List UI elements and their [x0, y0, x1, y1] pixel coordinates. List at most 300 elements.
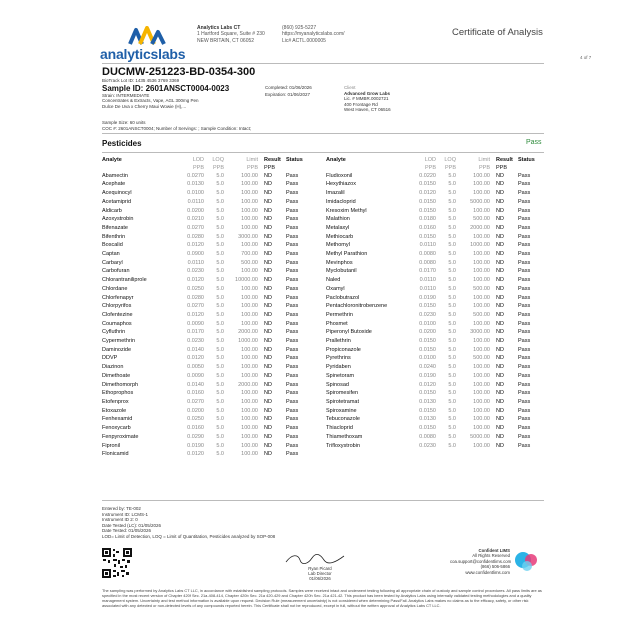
analyte-cell: Dimethomorph — [102, 381, 139, 388]
analyte-cell: Fenoxycarb — [102, 425, 131, 432]
table-row — [102, 389, 316, 398]
table-row — [102, 259, 316, 268]
result-cell: ND — [496, 198, 504, 205]
limit-cell: 100.00 — [473, 381, 490, 388]
client-address-1: 400 Frontage Rd — [344, 101, 378, 107]
analyte-cell: Chlorpyrifos — [102, 303, 132, 310]
col-lod: LOD — [424, 157, 436, 163]
status-cell: Pass — [286, 224, 299, 231]
col-result: Result — [264, 157, 281, 163]
status-cell: Pass — [286, 364, 299, 371]
lab-address-1: 1 Hartford Square, Suite # 230 — [197, 31, 265, 38]
status-cell: Pass — [518, 381, 531, 388]
limit-cell: 500.00 — [241, 259, 258, 266]
table-row — [102, 302, 316, 311]
qr-code-icon[interactable] — [102, 548, 132, 578]
table-row — [326, 250, 544, 259]
loq-cell: 5.0 — [448, 233, 456, 240]
loq-cell: 5.0 — [216, 311, 224, 318]
analyte-cell: Naled — [326, 277, 341, 284]
loq-cell: 5.0 — [216, 320, 224, 327]
loq-cell: 5.0 — [216, 372, 224, 379]
loq-cell: 5.0 — [448, 224, 456, 231]
lod-cell: 0.0050 — [187, 364, 204, 371]
analyte-cell: Fludioxonil — [326, 172, 353, 179]
result-cell: ND — [496, 381, 504, 388]
result-cell: ND — [264, 268, 272, 275]
table-row — [326, 372, 544, 381]
status-cell: Pass — [286, 216, 299, 223]
result-cell: ND — [496, 433, 504, 440]
lod-cell: 0.0200 — [419, 329, 436, 336]
result-cell: ND — [264, 398, 272, 405]
client-block — [344, 85, 391, 113]
loq-cell: 5.0 — [448, 338, 456, 345]
analyte-cell: Phosmet — [326, 320, 348, 327]
analyte-cell: Abamectin — [102, 172, 128, 179]
status-cell: Pass — [518, 251, 531, 258]
table-row — [326, 346, 544, 355]
unit-lod: PPB — [192, 164, 204, 171]
result-cell: ND — [496, 190, 504, 197]
result-cell: ND — [496, 294, 504, 301]
result-cell: ND — [496, 338, 504, 345]
lod-cell: 0.0130 — [419, 398, 436, 405]
analyte-cell: Fenhexamid — [102, 416, 133, 423]
date-tested: Date Tested: 01/05/2026 — [102, 528, 151, 534]
loq-cell: 5.0 — [216, 181, 224, 188]
loq-cell: 5.0 — [448, 320, 456, 327]
lod-cell: 0.0110 — [419, 285, 436, 292]
analyte-cell: Tebuconazole — [326, 416, 360, 423]
status-cell: Pass — [518, 372, 531, 379]
table-row — [326, 337, 544, 346]
status-cell: Pass — [286, 268, 299, 275]
status-cell: Pass — [518, 346, 531, 353]
loq-cell: 5.0 — [448, 242, 456, 249]
result-cell: ND — [496, 442, 504, 449]
lod-cell: 0.0270 — [187, 398, 204, 405]
pesticides-table-right — [326, 156, 544, 450]
confident-lims-email[interactable]: coa.support@confidentlims.com — [450, 558, 512, 564]
status-cell: Pass — [518, 285, 531, 292]
lod-cell: 0.0080 — [419, 259, 436, 266]
pesticides-table-left — [102, 156, 316, 459]
table-row — [326, 224, 544, 233]
result-cell: ND — [496, 303, 504, 310]
limit-cell: 100.00 — [241, 198, 258, 205]
lab-info — [197, 25, 265, 44]
status-cell: Pass — [518, 320, 531, 327]
result-cell: ND — [496, 329, 504, 336]
result-cell: ND — [264, 338, 272, 345]
lod-cell: 0.0150 — [419, 407, 436, 414]
table-row — [326, 233, 544, 242]
table-row — [326, 381, 544, 390]
limit-cell: 100.00 — [241, 442, 258, 449]
lod-note: LOD= Limit of Detection, LOQ = Limit of Quantitation, Pesticides analyzed by SOP-008 — [102, 533, 276, 539]
status-cell: Pass — [286, 338, 299, 345]
table-row — [326, 267, 544, 276]
loq-cell: 5.0 — [448, 207, 456, 214]
lod-cell: 0.0230 — [187, 338, 204, 345]
status-cell: Pass — [518, 425, 531, 432]
status-cell: Pass — [518, 311, 531, 318]
loq-cell: 5.0 — [216, 451, 224, 458]
analyte-cell: Spiromesifen — [326, 390, 359, 397]
unit-result: PPB — [264, 164, 276, 171]
table-row — [326, 294, 544, 303]
analyte-cell: Etoxazole — [102, 407, 127, 414]
limit-cell: 100.00 — [241, 216, 258, 223]
loq-cell: 5.0 — [448, 172, 456, 179]
limit-cell: 100.00 — [241, 398, 258, 405]
table-row — [326, 180, 544, 189]
status-cell: Pass — [518, 259, 531, 266]
sample-dates — [265, 85, 312, 98]
lod-cell: 0.0120 — [187, 451, 204, 458]
lod-cell: 0.0140 — [187, 381, 204, 388]
loq-cell: 5.0 — [448, 442, 456, 449]
loq-cell: 5.0 — [448, 216, 456, 223]
disclaimer: The sampling was performed by Analytics Labs CT LLC, in accordance with established sampling protocols. Samples were received intact and underwent testing following all appropriate chain of custody and sample control procedures. All pass limits are as specified in the most recent version of Chapter 420f Sec. 21a-408-414, Chapter 420b Sec. 21a 420-429 and Chapter 420h Sec. 21a 421-42. This product has been tested by Analytics Labs using internally validated testing methodologies and a quality management system. Uncertainty and test method information is available upon request. Decision Rule (measurement uncertainty) is not considered when determining Pass/Fail. Analytics Labs makes no claims as to the efficacy, safety, or other risk associated with any detected or non-detected levels of any compounds reported herein. This Certificate shall not be reproduced, except in full, without the written approval of Analytics Labs CT LLC. — [102, 588, 542, 608]
status-cell: Pass — [518, 216, 531, 223]
table-row — [102, 311, 316, 320]
result-cell: ND — [264, 251, 272, 258]
loq-cell: 5.0 — [216, 207, 224, 214]
limit-cell: 100.00 — [473, 442, 490, 449]
loq-cell: 5.0 — [216, 277, 224, 284]
limit-cell: 100.00 — [473, 172, 490, 179]
result-cell: ND — [264, 416, 272, 423]
table-row — [102, 233, 316, 242]
header-divider — [102, 63, 544, 64]
loq-cell: 5.0 — [216, 294, 224, 301]
limit-cell: 500.00 — [473, 216, 490, 223]
lod-cell: 0.0120 — [419, 381, 436, 388]
limit-cell: 100.00 — [241, 224, 258, 231]
strain: Strain: INTERMEDIATE — [102, 92, 150, 98]
lab-website[interactable]: https://myanalyticslabs.com/ — [282, 31, 345, 38]
table-row — [102, 224, 316, 233]
result-cell: ND — [264, 294, 272, 301]
status-cell: Pass — [286, 181, 299, 188]
loq-cell: 5.0 — [448, 407, 456, 414]
loq-cell: 5.0 — [216, 198, 224, 205]
lod-cell: 0.0190 — [419, 294, 436, 301]
lod-cell: 0.0270 — [187, 224, 204, 231]
table-row — [102, 189, 316, 198]
limit-cell: 100.00 — [241, 416, 258, 423]
signer-name: Ryan Picard — [308, 566, 332, 571]
result-cell: ND — [264, 329, 272, 336]
loq-cell: 5.0 — [448, 364, 456, 371]
limit-cell: 100.00 — [473, 277, 490, 284]
status-cell: Pass — [518, 294, 531, 301]
result-cell: ND — [264, 277, 272, 284]
signer-title: Lab Director — [308, 571, 332, 577]
analyte-cell: Diazinon — [102, 364, 124, 371]
limit-cell: 100.00 — [241, 320, 258, 327]
lod-cell: 0.0100 — [419, 320, 436, 327]
table-row — [102, 215, 316, 224]
result-cell: ND — [264, 198, 272, 205]
sample-size: Sample Size: 60 units — [102, 120, 146, 125]
analyte-cell: Daminozide — [102, 346, 132, 353]
result-cell: ND — [264, 207, 272, 214]
loq-cell: 5.0 — [216, 303, 224, 310]
limit-cell: 100.00 — [241, 364, 258, 371]
limit-cell: 100.00 — [241, 433, 258, 440]
analyte-cell: Malathion — [326, 216, 350, 223]
lod-cell: 0.0170 — [419, 268, 436, 275]
status-cell: Pass — [286, 207, 299, 214]
loq-cell: 5.0 — [448, 285, 456, 292]
status-cell: Pass — [518, 207, 531, 214]
table-row — [326, 302, 544, 311]
col-status: Status — [286, 157, 303, 163]
loq-cell: 5.0 — [448, 303, 456, 310]
analyte-cell: Spiroxamine — [326, 407, 357, 414]
table-row — [326, 398, 544, 407]
result-cell: ND — [264, 425, 272, 432]
result-cell: ND — [264, 433, 272, 440]
analyte-cell: Chlorfenapyr — [102, 294, 134, 301]
table-units-row — [102, 165, 316, 172]
status-cell: Pass — [286, 355, 299, 362]
status-cell: Pass — [518, 172, 531, 179]
result-cell: ND — [496, 216, 504, 223]
lab-name: Analytics Labs CT — [197, 25, 241, 31]
lod-cell: 0.0150 — [419, 233, 436, 240]
col-limit: Limit — [478, 157, 490, 163]
section-title: Pesticides — [102, 139, 142, 148]
table-row — [102, 398, 316, 407]
result-cell: ND — [496, 207, 504, 214]
analyte-cell: Propiconazole — [326, 346, 361, 353]
table-row — [102, 450, 316, 459]
status-cell: Pass — [286, 407, 299, 414]
lod-cell: 0.0190 — [419, 372, 436, 379]
limit-cell: 2000.00 — [470, 224, 490, 231]
lod-cell: 0.0150 — [419, 346, 436, 353]
limit-cell: 100.00 — [473, 320, 490, 327]
analyte-cell: Permethrin — [326, 311, 353, 318]
status-cell: Pass — [286, 303, 299, 310]
status-cell: Pass — [518, 398, 531, 405]
limit-cell: 3000.00 — [238, 233, 258, 240]
limit-cell: 3000.00 — [470, 329, 490, 336]
table-row — [102, 241, 316, 250]
table-row — [326, 328, 544, 337]
result-cell: ND — [264, 216, 272, 223]
lod-cell: 0.0160 — [187, 390, 204, 397]
analyte-cell: Acephate — [102, 181, 126, 188]
loq-cell: 5.0 — [216, 329, 224, 336]
limit-cell: 100.00 — [241, 285, 258, 292]
analyte-cell: Cyfluthrin — [102, 329, 126, 336]
status-cell: Pass — [518, 181, 531, 188]
analyte-cell: Methiocarb — [326, 233, 354, 240]
unit-limit: PPB — [246, 164, 258, 171]
limit-cell: 100.00 — [473, 425, 490, 432]
loq-cell: 5.0 — [448, 259, 456, 266]
loq-cell: 5.0 — [216, 251, 224, 258]
loq-cell: 5.0 — [448, 190, 456, 197]
analyte-cell: Spinosad — [326, 381, 349, 388]
col-loq: LOQ — [444, 157, 456, 163]
lod-cell: 0.0160 — [187, 425, 204, 432]
result-cell: ND — [264, 190, 272, 197]
table-row — [102, 328, 316, 337]
limit-cell: 100.00 — [241, 390, 258, 397]
limit-cell: 500.00 — [473, 285, 490, 292]
analyte-cell: Etofenprox — [102, 398, 129, 405]
loq-cell: 5.0 — [448, 390, 456, 397]
status-cell: Pass — [518, 233, 531, 240]
lod-cell: 0.0150 — [419, 181, 436, 188]
result-cell: ND — [496, 407, 504, 414]
table-row — [102, 354, 316, 363]
client-address-2: West Haven, CT 06516 — [344, 107, 391, 113]
analyte-cell: Kresoxim Methyl — [326, 207, 367, 214]
unit-limit: PPB — [478, 164, 490, 171]
signer-date: 01/06/2026 — [309, 576, 331, 582]
result-cell: ND — [496, 416, 504, 423]
lod-cell: 0.0170 — [187, 329, 204, 336]
col-loq: LOQ — [212, 157, 224, 163]
analyte-cell: Bifenthrin — [102, 233, 126, 240]
loq-cell: 5.0 — [448, 433, 456, 440]
table-row — [102, 207, 316, 216]
status-cell: Pass — [518, 242, 531, 249]
loq-cell: 5.0 — [216, 442, 224, 449]
signature — [280, 552, 350, 566]
analyte-cell: Carbofuran — [102, 268, 130, 275]
analyte-cell: Acetamiprid — [102, 198, 132, 205]
analyte-cell: Captan — [102, 251, 120, 258]
table-row — [326, 285, 544, 294]
limit-cell: 100.00 — [241, 190, 258, 197]
table-row — [102, 363, 316, 372]
status-cell: Pass — [286, 442, 299, 449]
client-label: Client — [344, 85, 356, 90]
status-cell: Pass — [518, 303, 531, 310]
analyte-cell: Boscalid — [102, 242, 123, 249]
lod-cell: 0.0150 — [419, 338, 436, 345]
limit-cell: 100.00 — [473, 207, 490, 214]
table-header-row — [102, 156, 316, 165]
unit-loq: PPB — [212, 164, 224, 171]
lod-cell: 0.0150 — [419, 303, 436, 310]
limit-cell: 1000.00 — [470, 242, 490, 249]
analyte-cell: Clofentezine — [102, 311, 133, 318]
status-cell: Pass — [286, 433, 299, 440]
analyte-cell: Azoxystrobin — [102, 216, 134, 223]
result-cell: ND — [264, 181, 272, 188]
status-cell: Pass — [286, 172, 299, 179]
table-row — [326, 442, 544, 451]
lod-cell: 0.0900 — [187, 251, 204, 258]
loq-cell: 5.0 — [216, 216, 224, 223]
status-cell: Pass — [518, 277, 531, 284]
lod-cell: 0.0110 — [187, 198, 204, 205]
table-row — [102, 294, 316, 303]
limit-cell: 2000.00 — [238, 329, 258, 336]
analyte-cell: Methyl Parathion — [326, 251, 368, 258]
result-cell: ND — [264, 320, 272, 327]
lod-cell: 0.0280 — [187, 233, 204, 240]
confident-lims-web[interactable]: www.confidentlims.com — [465, 569, 510, 575]
table-row — [102, 433, 316, 442]
table-row — [102, 442, 316, 451]
table-row — [326, 433, 544, 442]
lod-cell: 0.0120 — [187, 242, 204, 249]
status-cell: Pass — [518, 407, 531, 414]
limit-cell: 100.00 — [473, 338, 490, 345]
loq-cell: 5.0 — [216, 364, 224, 371]
footer-divider — [102, 500, 544, 501]
col-analyte: Analyte — [102, 157, 122, 163]
limit-cell: 100.00 — [241, 407, 258, 414]
limit-cell: 100.00 — [473, 181, 490, 188]
table-row — [326, 189, 544, 198]
limit-cell: 100.00 — [241, 425, 258, 432]
result-cell: ND — [496, 233, 504, 240]
lod-cell: 0.0120 — [187, 311, 204, 318]
lod-cell: 0.0220 — [419, 172, 436, 179]
analyte-cell: Hexythiazox — [326, 181, 356, 188]
loq-cell: 5.0 — [216, 355, 224, 362]
analyte-cell: Dimethoate — [102, 372, 131, 379]
confident-lims-phone: (866) 506-5866 — [480, 564, 510, 570]
status-cell: Pass — [286, 190, 299, 197]
status-cell: Pass — [286, 242, 299, 249]
loq-cell: 5.0 — [216, 190, 224, 197]
lod-cell: 0.0160 — [419, 224, 436, 231]
confident-lims-rights: All Rights Reserved — [472, 553, 510, 559]
lod-cell: 0.0090 — [187, 372, 204, 379]
client-license: Lic. # MMBR.0002721 — [344, 96, 389, 102]
loq-cell: 5.0 — [216, 425, 224, 432]
product-category: Concentrates & Extracts, Vape, AGL 300mg Pen — [102, 98, 199, 104]
status-cell: Pass — [518, 329, 531, 336]
lod-cell: 0.0110 — [187, 259, 204, 266]
result-cell: ND — [264, 442, 272, 449]
section-divider-top — [102, 133, 544, 134]
biotrack-lot: BioTrack Lot ID: 1435 4536 3769 3369 — [102, 78, 180, 83]
result-cell: ND — [496, 425, 504, 432]
table-row — [326, 172, 544, 181]
lod-cell: 0.0150 — [419, 425, 436, 432]
col-lod: LOD — [192, 157, 204, 163]
analyte-cell: Coumaphos — [102, 320, 132, 327]
analyte-cell: Pyridaben — [326, 364, 351, 371]
status-cell: Pass — [518, 190, 531, 197]
table-row — [102, 424, 316, 433]
table-row — [102, 198, 316, 207]
table-row — [102, 180, 316, 189]
limit-cell: 100.00 — [241, 355, 258, 362]
status-cell: Pass — [518, 390, 531, 397]
table-row — [102, 346, 316, 355]
lod-cell: 0.0280 — [187, 294, 204, 301]
status-cell: Pass — [518, 224, 531, 231]
client-name: Advanced Grow Labs — [344, 90, 391, 96]
lod-cell: 0.0230 — [187, 268, 204, 275]
lod-cell: 0.0230 — [419, 442, 436, 449]
result-cell: ND — [496, 224, 504, 231]
